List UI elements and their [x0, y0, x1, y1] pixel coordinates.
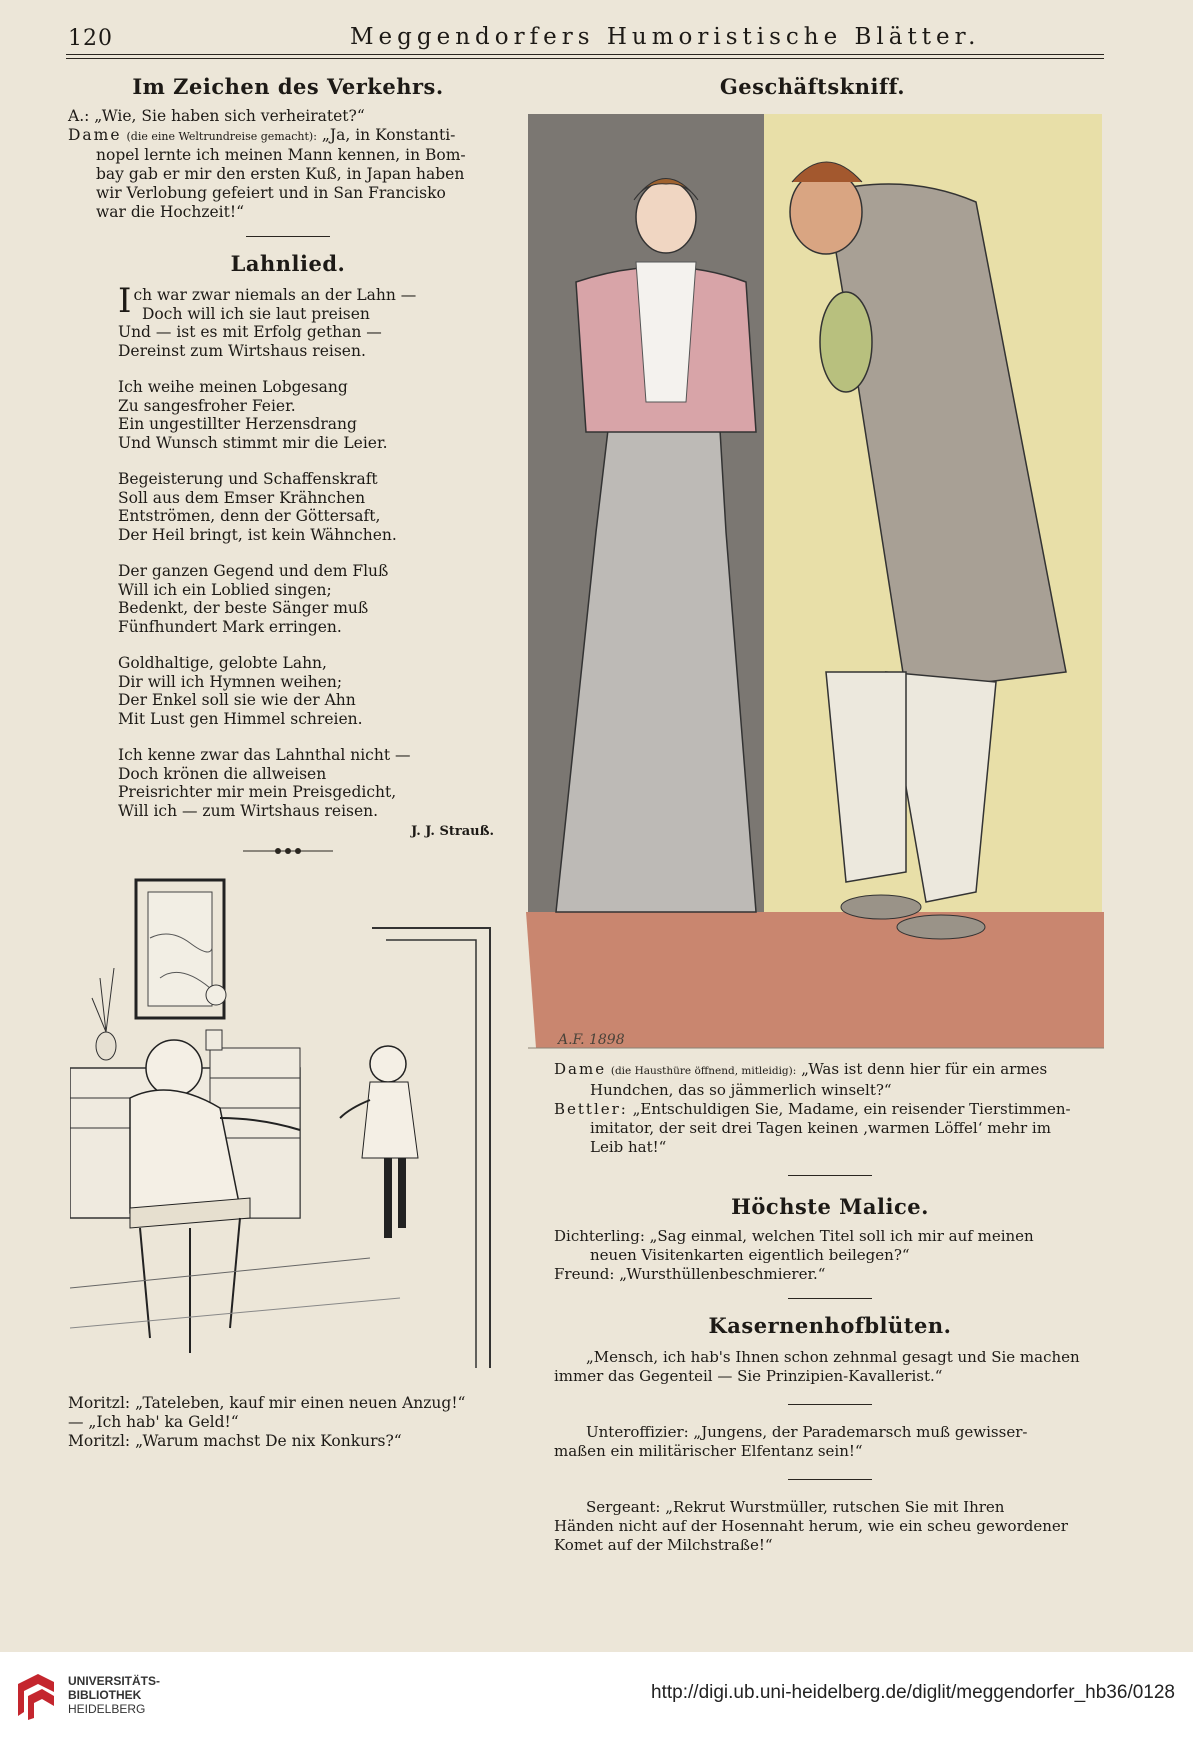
dame-stage-note: (die eine Weltrundreise gemacht):	[126, 130, 317, 143]
permalink-url[interactable]: http://digi.ub.uni-heidelberg.de/diglit/meggendorfer_hb36/0128	[651, 1682, 1175, 1703]
poem-line: Preisrichter mir mein Preisgedicht,	[118, 783, 397, 801]
speaker-dame: Dame	[68, 126, 122, 144]
poem-line: Ich weihe meinen Lobgesang	[118, 378, 348, 396]
kasernen-p3-2: Händen nicht auf der Hosennaht herum, wie ein scheu gewordener	[554, 1517, 1068, 1535]
poem-line: Entströmen, denn der Göttersaft,	[118, 507, 381, 525]
poem-line: Fünfhundert Mark erringen.	[118, 617, 342, 636]
section-divider	[788, 1175, 872, 1176]
verkehr-dame-2: nopel lernte ich meinen Mann kennen, in Bom-	[96, 146, 466, 164]
poem-line: Doch will ich sie laut preisen	[142, 304, 370, 323]
poem-line: Doch krönen die allweisen	[118, 764, 327, 783]
dame-stage-note: (die Hausthüre öffnend, mitleidig):	[610, 1065, 797, 1077]
viewer-footer	[0, 1652, 1193, 1740]
kasernen-p3-1: Sergeant: „Rekrut Wurstmüller, rutschen Sie mit Ihren	[586, 1498, 1005, 1516]
lahnlied-title: Lahnlied.	[230, 251, 346, 276]
lady-beggar-drawing	[526, 112, 1104, 1050]
ornament-divider	[68, 845, 508, 859]
geschaeft-caption	[554, 1060, 1106, 1555]
malice-line-1: Dichterling: „Sag einmal, welchen Titel soll ich mir auf meinen	[554, 1227, 1034, 1245]
right-column	[520, 74, 1105, 99]
poem-line: Und — ist es mit Erfolg gethan —	[118, 323, 382, 341]
poem-line: Begeisterung und Schaffenskraft	[118, 470, 378, 488]
sohn-caption	[68, 1394, 508, 1451]
geschaeft-bettler-2: imitator, der seit drei Tagen keinen ‚warmen Löffel‘ mehr im	[590, 1119, 1051, 1137]
poem-line: Dereinst zum Wirtshaus reisen.	[118, 341, 366, 360]
father-son-drawing	[70, 868, 506, 1380]
geschaeft-dame-2: Hundchen, das so jämmerlich winselt?“	[590, 1081, 892, 1099]
section-divider	[246, 236, 330, 237]
poem-line: Zu sangesfroher Feier.	[118, 396, 296, 415]
verkehr-dame-5: war die Hochzeit!“	[96, 203, 245, 221]
illustration-lady-beggar	[526, 112, 1104, 1050]
malice-title: Höchste Malice.	[731, 1194, 929, 1219]
poem-stanza	[118, 378, 508, 452]
university-library-logo-icon[interactable]	[14, 1672, 58, 1722]
poem-line: Ich kenne zwar das Lahnthal nicht —	[118, 746, 411, 764]
speaker-bettler: Bettler:	[554, 1100, 628, 1118]
speaker-dame: Dame	[554, 1060, 607, 1078]
ornament-icon	[243, 846, 333, 856]
kasernen-p2-2: maßen ein militärischer Elfentanz sein!“	[554, 1442, 863, 1460]
kasernen-title: Kasernenhofblüten.	[708, 1313, 952, 1338]
header-rule	[66, 54, 1104, 55]
poem-line: Der ganzen Gegend und dem Fluß	[118, 562, 389, 580]
geschaeft-bettler-1: „Entschuldigen Sie, Madame, ein reisender Tierstimmen-	[632, 1100, 1071, 1118]
verkehr-dame-4: wir Verlobung gefeiert und in San Francisko	[96, 184, 446, 202]
malice-line-2: neuen Visitenkarten eigentlich beilegen?“	[590, 1246, 910, 1264]
verkehr-line-a: „Wie, Sie haben sich verheiratet?“	[94, 107, 365, 125]
poem-stanza	[118, 654, 508, 728]
illustration-father-son	[70, 868, 506, 1380]
poem-line: Mit Lust gen Himmel schreien.	[118, 709, 363, 728]
drop-cap: I	[118, 281, 132, 321]
poem-line: Will ich ein Loblied singen;	[118, 580, 332, 599]
malice-line-3: Freund: „Wursthüllenbeschmierer.“	[554, 1265, 826, 1283]
speaker-a: A.:	[68, 107, 90, 125]
artist-signature: A.F. 1898	[558, 1032, 625, 1048]
page-number: 120	[68, 26, 113, 51]
poem-stanza	[118, 562, 508, 636]
poem-line: Ein ungestillter Herzensdrang	[118, 415, 357, 433]
poem-line: Dir will ich Hymnen weihen;	[118, 672, 343, 691]
kasernen-p2-1: Unteroffizier: „Jungens, der Parademarsch muß gewisser-	[586, 1423, 1028, 1441]
poem-stanza	[118, 470, 508, 544]
poem-line: Will ich — zum Wirtshaus reisen.	[118, 801, 379, 820]
geschaeft-title: Geschäftskniff.	[719, 74, 906, 99]
kasernen-p1-2: immer das Gegenteil — Sie Prinzipien-Kavallerist.“	[554, 1367, 943, 1385]
sohn-line-2: — „Ich hab' ka Geld!“	[68, 1413, 239, 1431]
poem-line: Goldhaltige, gelobte Lahn,	[118, 654, 327, 672]
geschaeft-bettler-3: Leib hat!“	[590, 1138, 667, 1156]
left-column	[68, 74, 508, 890]
running-title: Meggendorfers Humoristische Blätter.	[350, 24, 981, 50]
poem-stanza	[118, 746, 508, 820]
section-divider	[788, 1298, 872, 1299]
library-name: UNIVERSITÄTS- BIBLIOTHEK HEIDELBERG	[68, 1674, 161, 1716]
poem-stanza	[118, 281, 508, 360]
header-rule-thin	[66, 58, 1104, 59]
geschaeft-dame-1: „Was ist denn hier für ein armes	[801, 1060, 1048, 1078]
poem-line: Soll aus dem Emser Krähnchen	[118, 488, 366, 507]
poem-author: J. J. Strauß.	[411, 824, 494, 839]
poem-line: Und Wunsch stimmt mir die Leier.	[118, 433, 388, 452]
poem-line: ch war zwar niemals an der Lahn —	[133, 286, 417, 304]
poem-line: Der Enkel soll sie wie der Ahn	[118, 691, 356, 709]
section-divider	[788, 1404, 872, 1405]
verkehr-dialog	[68, 107, 508, 222]
sohn-line-1: Moritzl: „Tateleben, kauf mir einen neuen Anzug!“	[68, 1394, 466, 1412]
kasernen-p3-3: Komet auf der Milchstraße!“	[554, 1536, 773, 1554]
poem-line: Der Heil bringt, ist kein Wähnchen.	[118, 525, 397, 544]
sohn-line-3: Moritzl: „Warum machst De nix Konkurs?“	[68, 1432, 402, 1450]
verkehr-dame-1: „Ja, in Konstanti-	[321, 126, 456, 144]
poem-line: Bedenkt, der beste Sänger muß	[118, 599, 369, 617]
section-divider	[788, 1479, 872, 1480]
verkehr-title: Im Zeichen des Verkehrs.	[132, 74, 444, 99]
kasernen-p1-1: „Mensch, ich hab's Ihnen schon zehnmal gesagt und Sie machen	[586, 1348, 1080, 1366]
lahnlied-poem	[118, 281, 508, 820]
verkehr-dame-3: bay gab er mir den ersten Kuß, in Japan haben	[96, 165, 465, 183]
